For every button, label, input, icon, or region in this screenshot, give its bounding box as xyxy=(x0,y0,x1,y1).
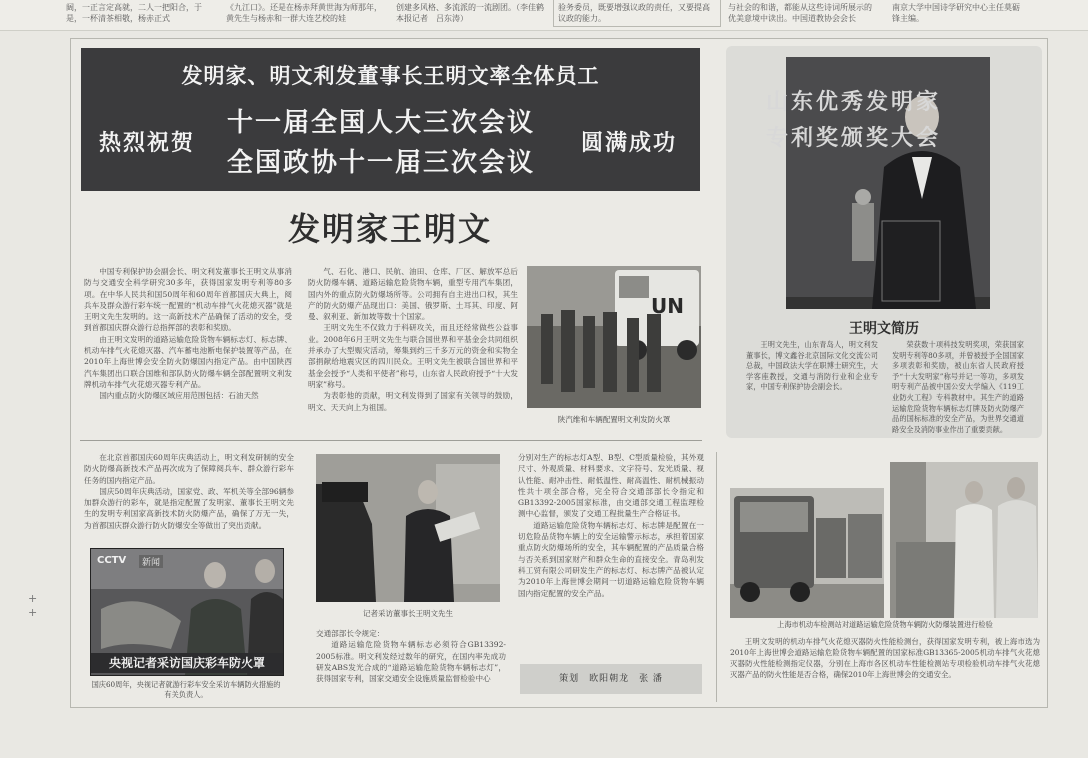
paragraph: 荣获数十项科技发明奖项，荣获国家发明专利等80多项，并曾被授予全国国家多项表彰和奖励，被山东省人民政府授予“十大发明家”称号并记一等功，多项发明专利产品被中国公安大学编入《119工业防火工程》专科教材中。其生产的道路运输危险货物车辆标志灯牌及防火防爆产品的国标标准的安全产品，为世界交通道路安全及消防事业作出了重要贡献。 xyxy=(892,340,1024,434)
award-photo xyxy=(766,57,990,309)
top-strip-col1: 阔，一正言定高就，二人一把阳合，于是，一杯清茶相敬，杨赤正式 xyxy=(66,3,202,23)
award-sign-line2: 专利奖颁奖大会 xyxy=(766,125,942,151)
paragraph: 国内重点防火防爆区域应用范围包括：石油天然 xyxy=(99,391,259,401)
top-strip-col4: 验务委员，既要增强议政的责任，又要提高议政的能力。 xyxy=(558,3,710,23)
banner-center1: 十一届全国人大三次会议 xyxy=(227,108,536,138)
paragraph: 在北京首都国庆60周年庆典活动上，明文利发研制的安全防火防爆高新技术产品再次成为了保障阅兵车、群众游行彩车任务的国内指定产品。 xyxy=(84,453,294,485)
paragraph: 中国专利保护协会副会长、明文利发董事长王明文从事消防与交通安全科学研究30多年，获得国家发明专利等80多项。在中华人民共和国50周年和60周年首都国庆大典上，阅兵车及群众游行彩车统一配置的“机动车排气火花熄灭器”就是王明文先生发明的。这一高新技术产品确保了活动的安全，受到首都国庆群众游行总指挥部的表彰和奖励。 xyxy=(84,267,292,333)
article-bottom-col2 xyxy=(316,628,506,698)
trucks-illustration xyxy=(730,488,884,618)
inspection-photo xyxy=(890,462,1038,618)
profile-text-col1 xyxy=(746,340,878,432)
top-strip-col6: 南京大学中国诗学研究中心主任莫砺锋主编。 xyxy=(892,3,1020,23)
paragraph: 王明文先生不仅致力于科研攻关，而且还经常做些公益事业。2008年6月王明文先生与联合国世界和平基金会共同组织并承办了大型赈灾活动，筹集到约三千多万元的资金和实物全部捐献给地震灾区的四川民众。王明文先生被联合国世界和平基金会授予“人类和平使者”称号，山东省人民政府授予“十大发明家”称号。 xyxy=(308,323,518,389)
article-headline: 发明家王明文 xyxy=(287,210,492,248)
article-top-col1 xyxy=(84,266,292,434)
trucks-photo xyxy=(730,488,884,618)
article-top-col2 xyxy=(308,266,518,434)
paragraph: 王明文发明的机动车排气火花熄灭器防火性能检测台，获得国家发明专利，被上海市选为2010年上海世博会道路运输危险货物车辆配置的国家标准GB13365-2005机动车排气火花熄灭器防火性能检测指定仪器，分别在上海市各区机动车性能检测站专项检验机动车排气火花熄灭器产品的防火性能是否合格，确保2010年上海世博会的交通安全。 xyxy=(730,637,1040,679)
reporter-photo-caption: 记者采访董事长王明文先生 xyxy=(363,609,453,618)
paragraph: 分别对生产的标志灯A型、B型、C型质量检验，其外观尺寸、外观质量、材料要求、文字符号、发光质量、视认性能、耐冲击性、耐低温性、耐高温性、耐机械振动性共十项全部合格，完全符合交通部部长令指定和GB13392-2005国家标准，由交通部交通工程监理检测中心监督，颁发了交通工程批量生产合格证书。 xyxy=(518,453,704,519)
crop-mark: + + xyxy=(28,592,38,619)
column-divider xyxy=(716,452,717,702)
paragraph: 王明文先生，山东青岛人，明文利发董事长，博文鑫谷北京国际文化交流公司总裁，中国政法大学在职博士研究生，大学客座教授，交通与消防行业和企业专家，中国专利保护协会副会长。 xyxy=(746,340,878,392)
section-divider xyxy=(80,440,702,441)
article-right-bottom xyxy=(730,636,1040,698)
un-truck-photo xyxy=(527,266,701,408)
cctv-ticker: 央视记者采访国庆彩车防火罩 xyxy=(91,653,283,673)
article-bottom-col1 xyxy=(84,452,294,544)
paragraph: 国庆50周年庆典活动，国家党、政、军机关等全部96辆参加群众游行的彩车，就是指定配置了发明家、董事长王明文先生的发明专利国家高新技术防火防爆产品，确保了万无一失，为首都国庆群众游行防火防爆安全等做出了突出贡献。 xyxy=(84,486,294,530)
reporter-interview-illustration xyxy=(316,454,500,602)
un-photo-caption: 陕汽维和车辆配置明文利发防火罩 xyxy=(557,415,671,424)
paragraph: 道路运输危险货物车辆标志灯、标志牌是配置在一切危险品货物车辆上的安全运输警示标志，承担着国家重点防火防爆场所的安全，其车辆配置的产品质量合格与否关系到国家财产和群众生命的直接安全。青岛利发科工贸有限公司研发生产的标志灯、标志牌产品被认定为2010年上海世博会期间一切道路运输危险货物车辆国内指定配置的安全产品。 xyxy=(518,520,704,598)
reporter-interview-photo xyxy=(316,454,500,602)
banner-line1: 发明家、明文利发董事长王明文率全体员工 xyxy=(181,63,600,88)
cctv-news-tag: 新闻 xyxy=(139,555,163,568)
cctv-news-photo xyxy=(90,548,284,676)
credit-box: 策划 欧阳朝龙 张 潘 xyxy=(520,664,702,694)
paragraph: 气、石化、港口、民航、油田、仓库、厂区、解放军总后防火防爆车辆、道路运输危险货物车辆，重型专用汽车集团，国内外的重点防火防爆场所等。公司拥有自主进出口权，其生产的防火防爆产品现出口：美国、俄罗斯、土耳其、印度、阿曼、叙利亚、新加坡等数十个国家。 xyxy=(308,267,518,322)
un-truck-illustration xyxy=(527,266,701,408)
banner-center2: 全国政协十一届三次会议 xyxy=(227,148,536,178)
banner-right: 圆满成功 xyxy=(581,130,678,156)
profile-text-col2 xyxy=(892,340,1024,432)
top-strip-col3: 创建多风格、多流派的一流剧团。（李佳鹤 本报记者 吕东涛） xyxy=(396,3,552,23)
cctv-photo-caption: 国庆60周年，央视记者就游行彩车安全采访车辆防火措施的有关负责人。 xyxy=(91,680,281,699)
top-strip-col2: 《九江口》。还是在杨赤拜黄世海为师那年，黄先生与杨赤和一群大连艺校的娃 xyxy=(226,3,382,23)
top-strip xyxy=(0,0,1088,31)
un-label: UN xyxy=(651,294,684,318)
profile-title: 王明文简历 xyxy=(849,321,919,337)
top-strip-box xyxy=(553,0,721,27)
trucks-photo-caption: 上海市机动车检测站对道路运输危险货物车辆防火防爆装置进行检验 xyxy=(777,620,993,629)
paragraph: 由王明文发明的道路运输危险货物车辆标志灯、标志牌、机动车排气火花熄灭器、汽车蓄电池断电保护装置等产品，在2010年上海世博会安全防火防爆国内指定产品。由中国陕西汽车集团出口联合国维和部队防火防爆车辆全部配置明文利发牌机动车排气火花熄灭器专利产品。 xyxy=(84,334,292,389)
cctv-logo: CCTV xyxy=(97,555,127,566)
top-strip-col5: 与社会的和谐，都能从这些诗词所展示的优美意境中读出。中国道教协会会长 xyxy=(728,3,872,23)
article-bottom-col3 xyxy=(518,452,704,654)
paragraph: 为表彰他的贡献，明文利发得到了国家有关领导的鼓励，明文、天天向上为祖国。 xyxy=(308,391,518,412)
congrats-banner xyxy=(81,48,700,191)
paragraph: 道路运输危险货物车辆标志必须符合GB13392-2005标准。明文利发经过数年的研究，在国内率先成功研发ABS发光合成的“道路运输危险货物车辆标志灯”，获得国家专利，国家交通安全设施质量监督检验中心 xyxy=(316,640,506,684)
award-sign-line1: 山东优秀发明家 xyxy=(766,89,942,115)
inspection-illustration xyxy=(890,462,1038,618)
banner-left: 热烈祝贺 xyxy=(99,130,196,156)
paragraph: 交通部部长令规定： xyxy=(316,629,385,638)
